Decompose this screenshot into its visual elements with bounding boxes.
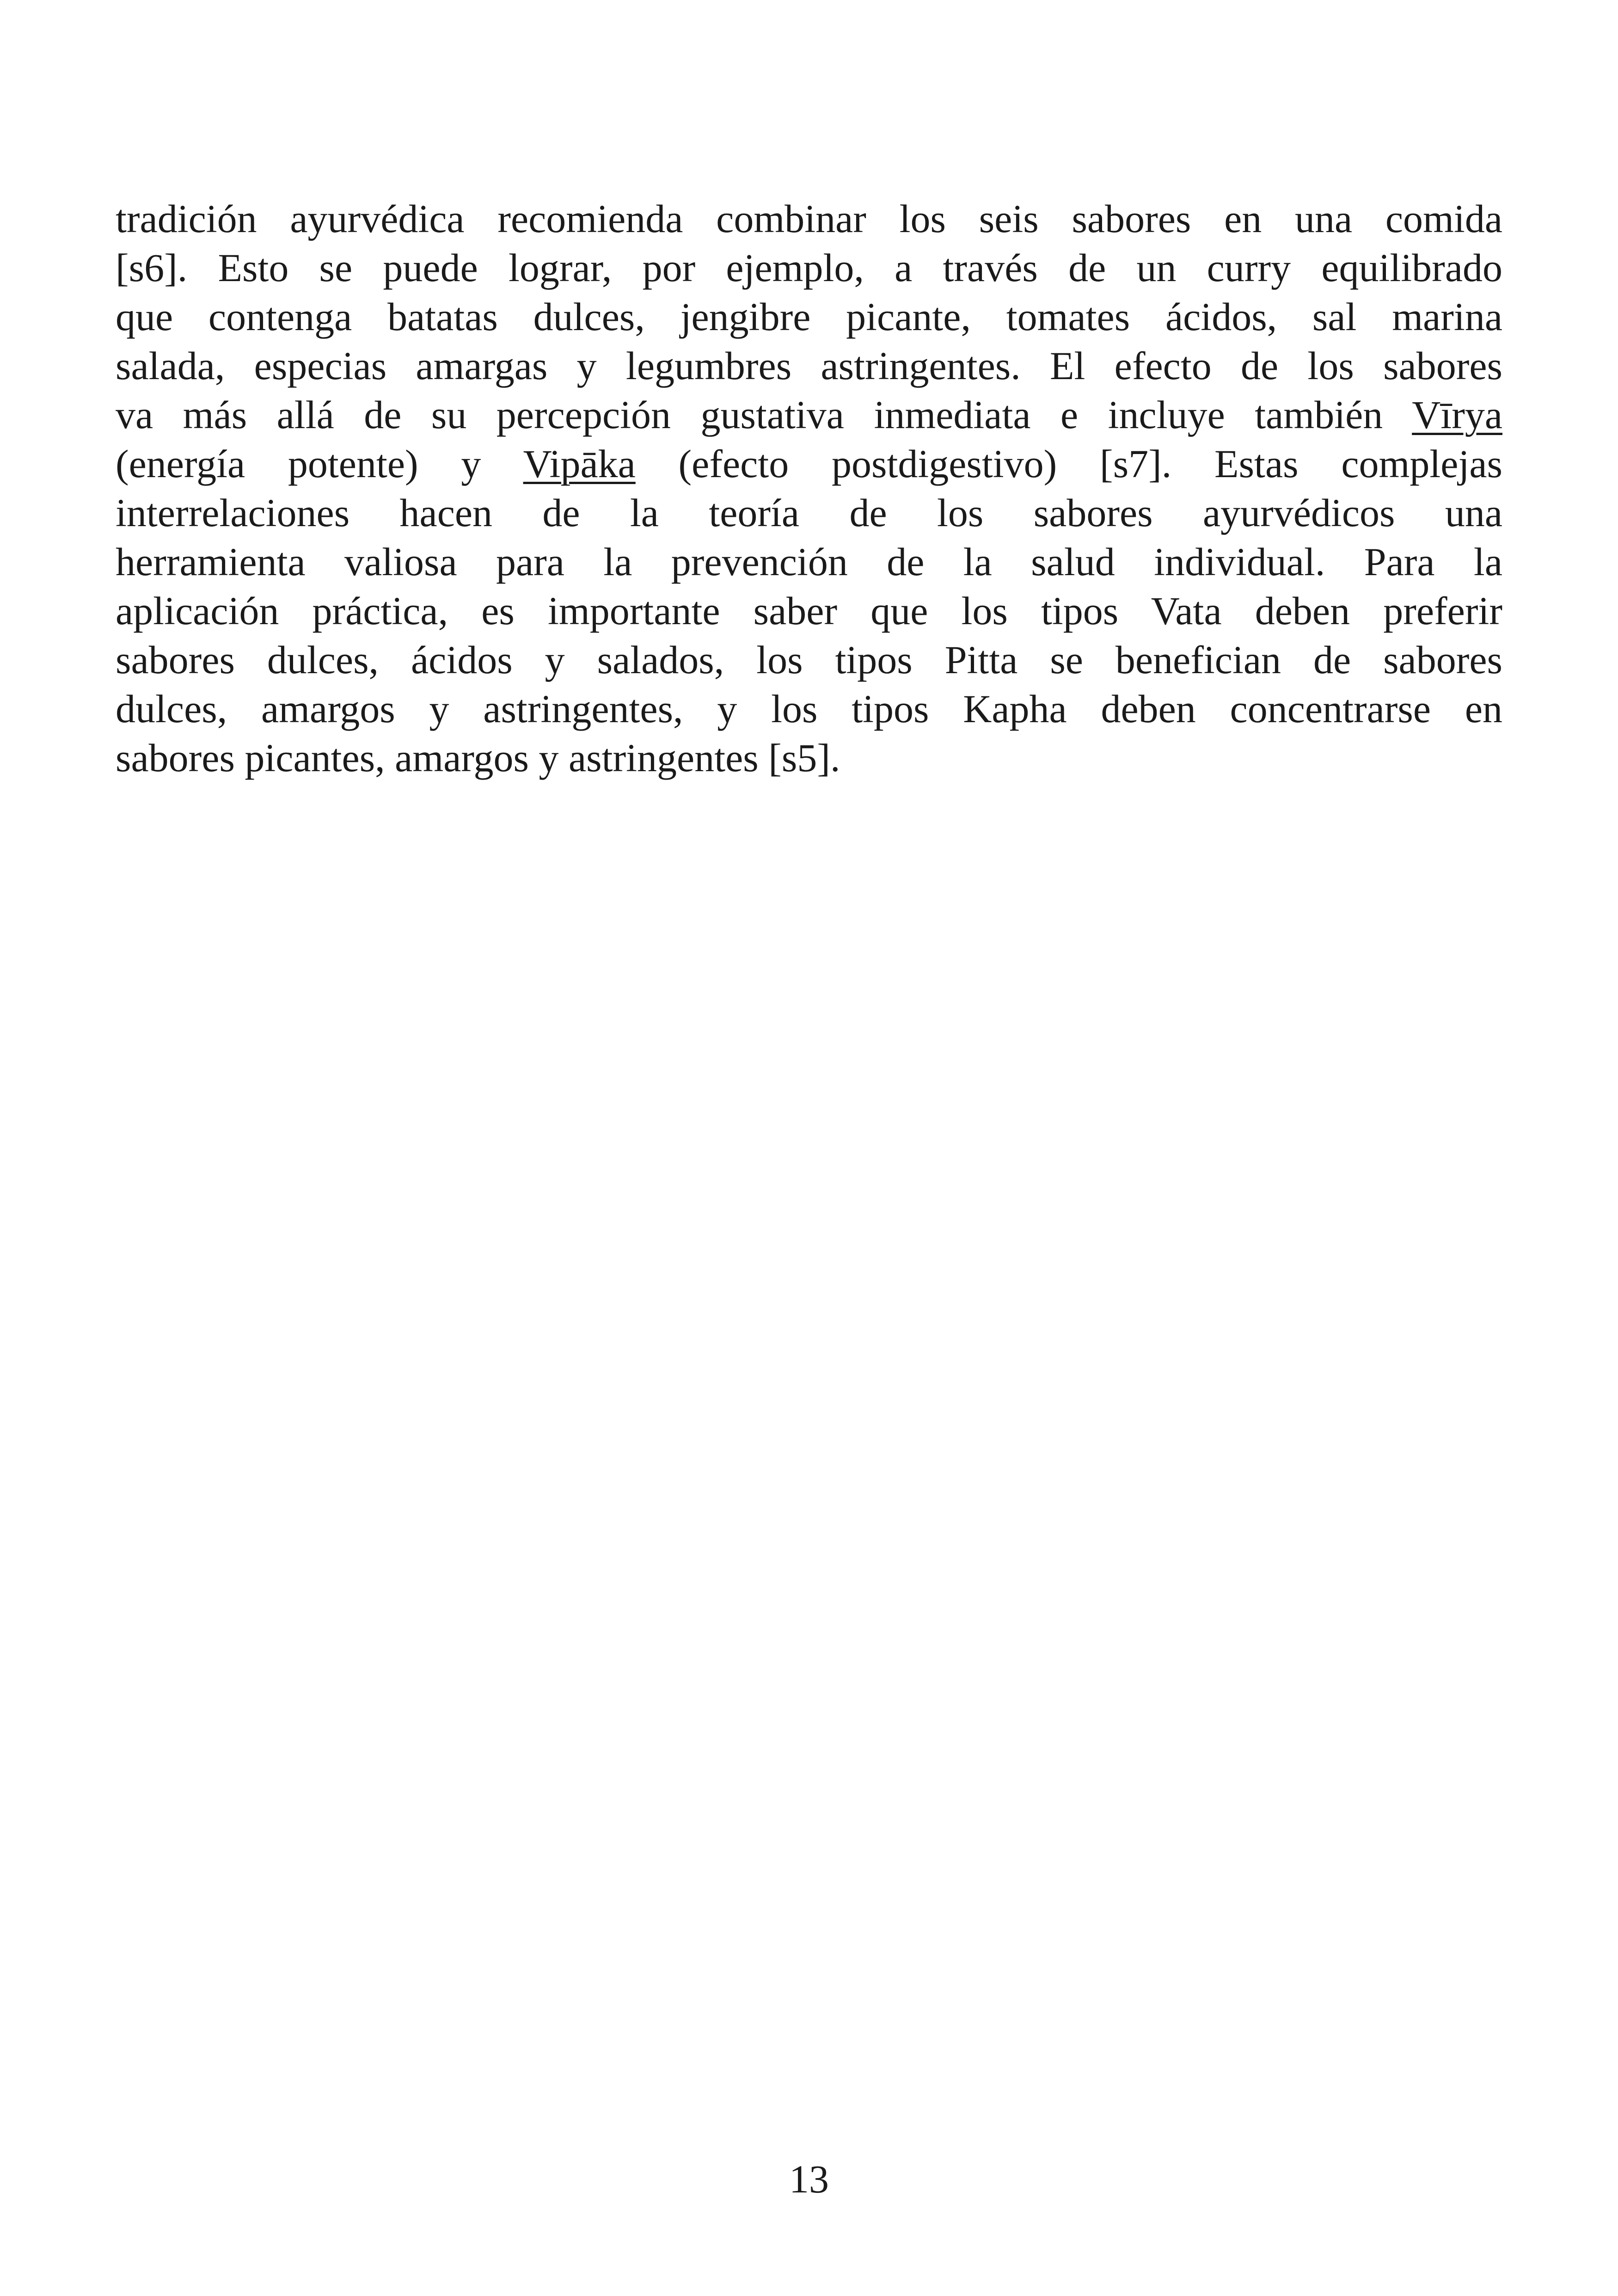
term-virya-link[interactable]: Vīrya [1412,393,1502,437]
text-line: tradición ayurvédica recomienda combinar los seis sabores en una comida [116,196,1502,241]
text-line: interrelaciones hacen de la teoría de los sabores ayurvédicos una [116,491,1502,535]
text-segment: (efecto postdigestivo) [s7]. Estas complejas [678,442,1502,486]
text-line: herramienta valiosa para la prevención de la salud individual. Para la [116,540,1502,584]
text-segment: va más allá de su percepción gustativa inmediata e incluye también [116,393,1383,437]
term-vipaka-link[interactable]: Vipāka [523,442,636,486]
body-paragraph [116,194,1502,782]
page-number: 13 [789,2157,829,2201]
text-line [116,390,1502,439]
text-line: [s6]. Esto se puede lograr, por ejemplo, a través de un curry equilibrado [116,246,1502,290]
text-line: sabores picantes, amargos y astringentes [s5]. [116,736,840,780]
text-line: sabores dulces, ácidos y salados, los tipos Pitta se benefician de sabores [116,638,1502,682]
text-line: que contenga batatas dulces, jengibre picante, tomates ácidos, sal marina [116,295,1502,339]
text-line: dulces, amargos y astringentes, y los tipos Kapha deben concentrarse en [116,687,1502,731]
text-line: aplicación práctica, es importante saber que los tipos Vata deben preferir [116,589,1502,633]
text-line: salada, especias amargas y legumbres astringentes. El efecto de los sabores [116,344,1502,388]
text-segment: (energía potente) y [116,442,481,486]
text-line [116,439,1502,488]
